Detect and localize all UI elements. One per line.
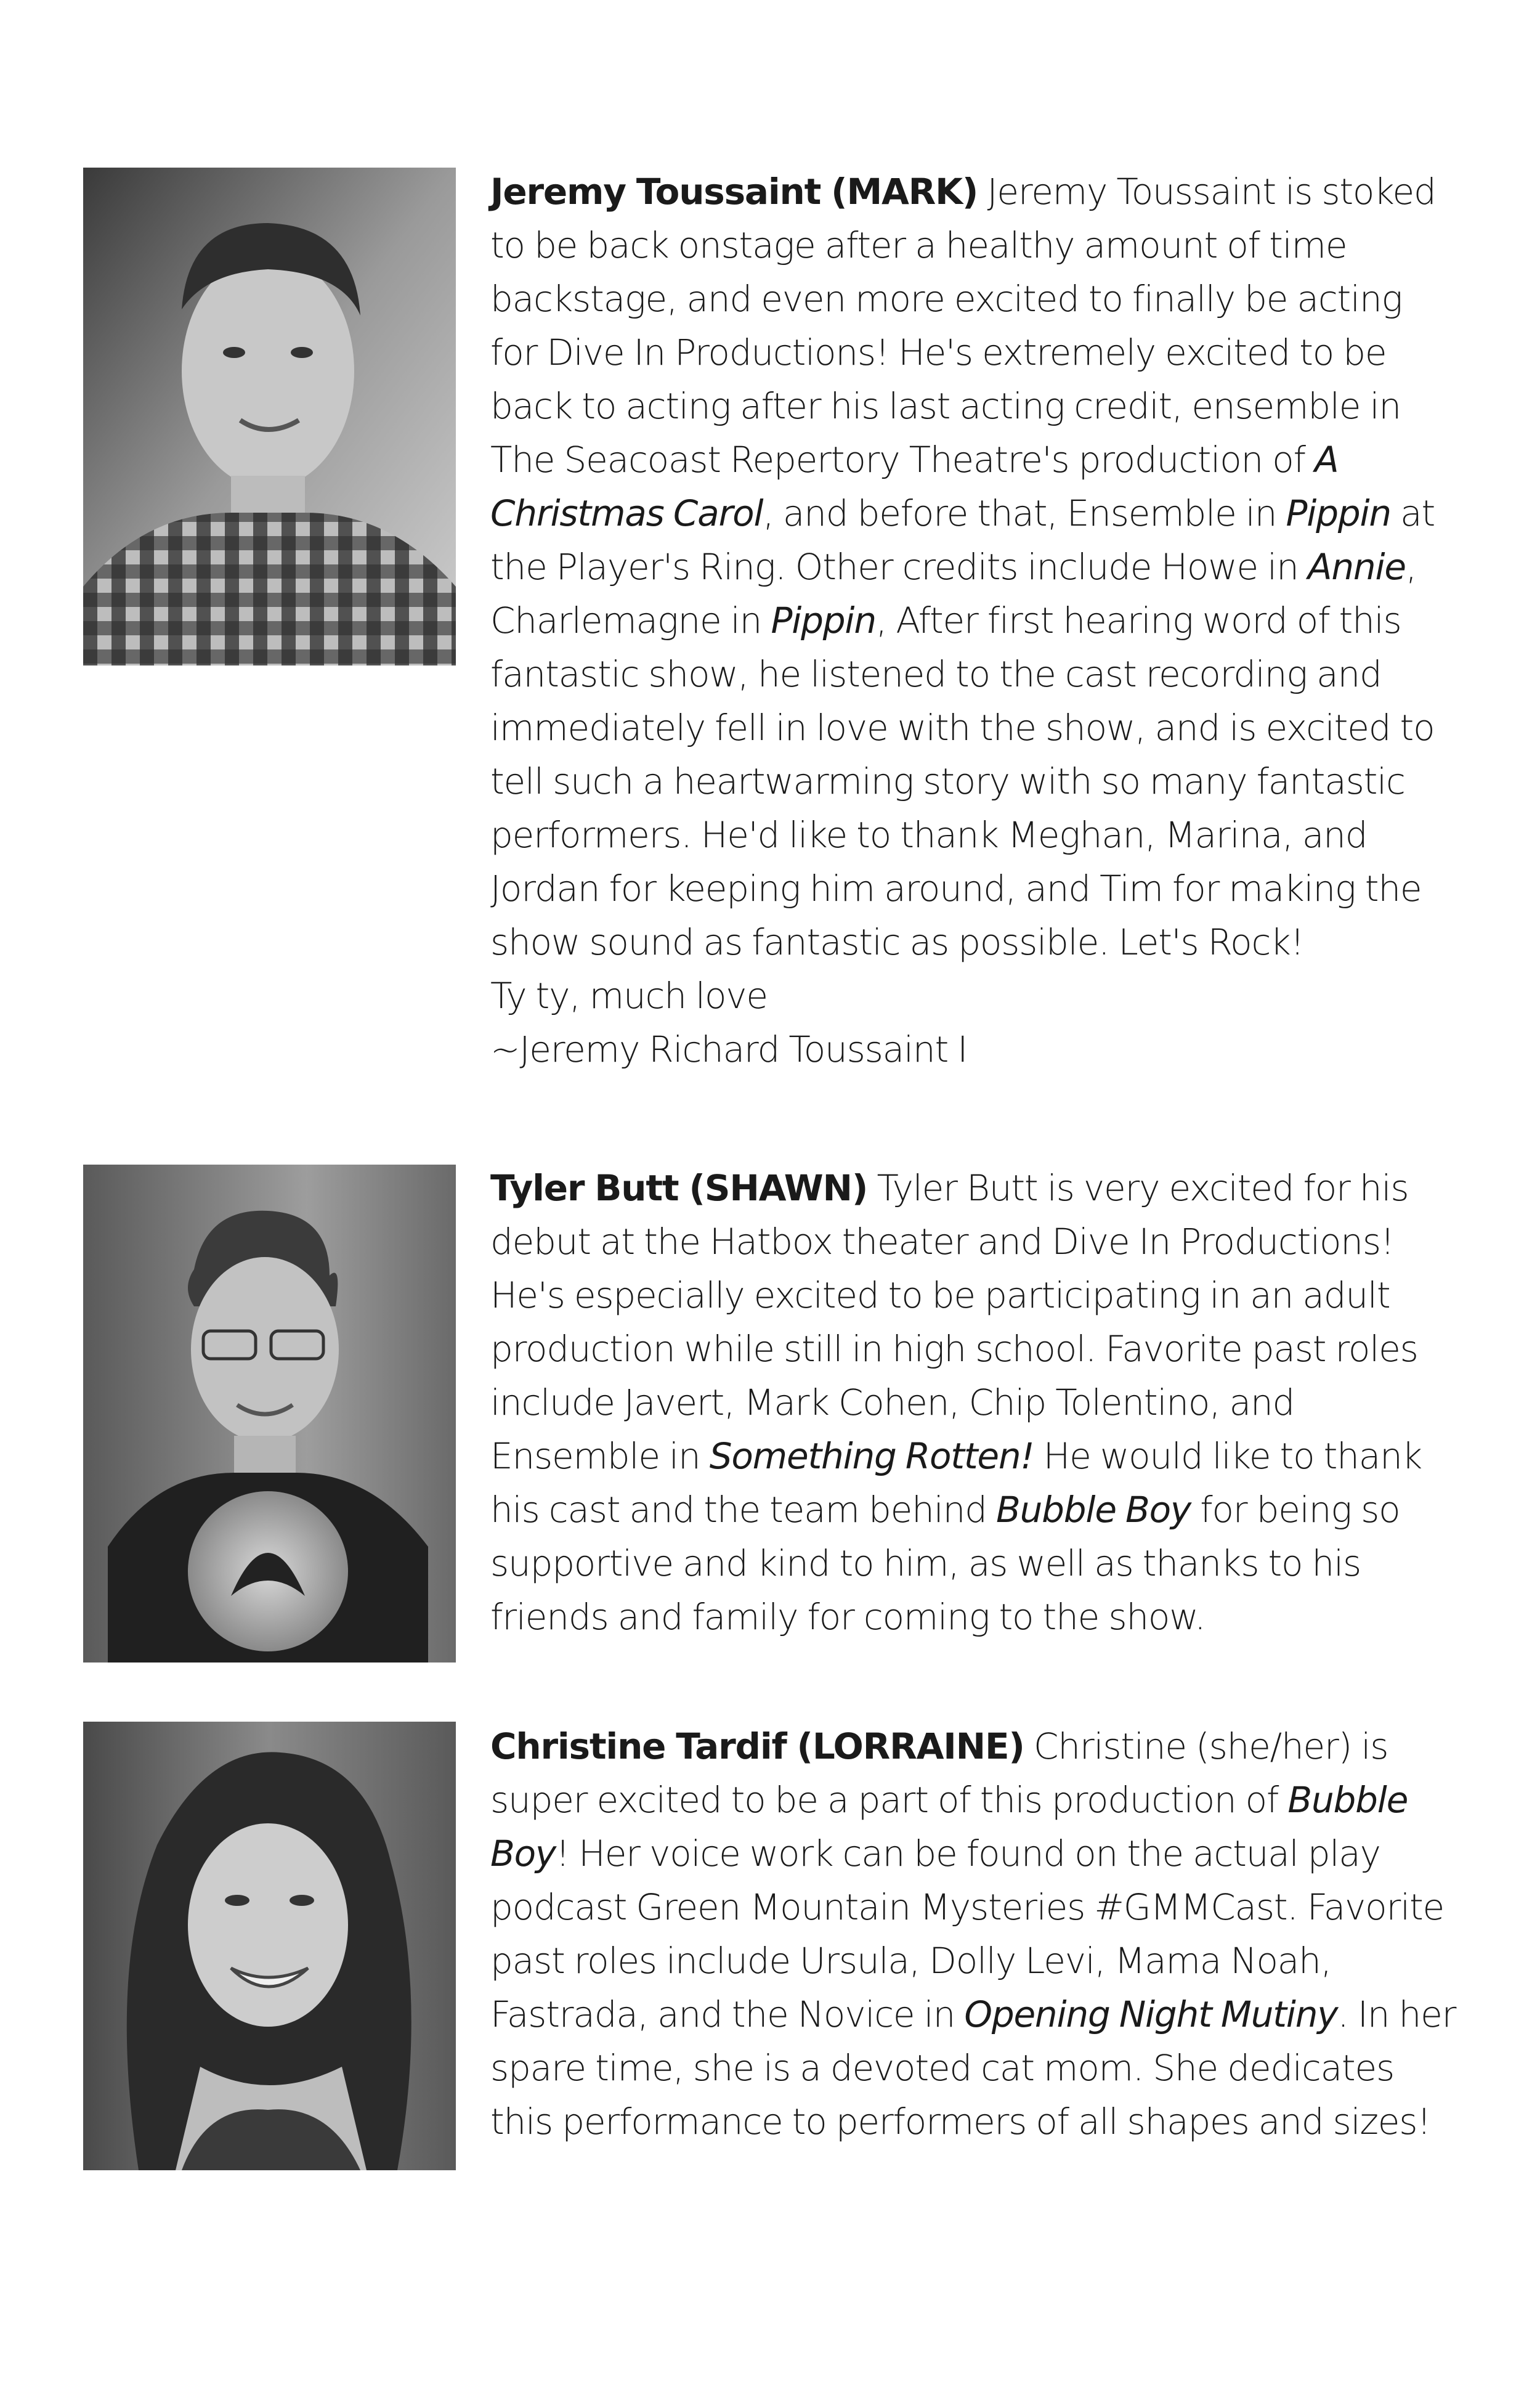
show-title: Pippin xyxy=(771,600,876,641)
headshot-photo-jeremy xyxy=(83,168,456,665)
bio-segment: He would like to thank his cast and the team behind xyxy=(490,1435,1422,1531)
headshot-photo-christine xyxy=(83,1722,456,2170)
actor-name: Jeremy Toussaint (MARK) xyxy=(490,171,978,213)
show-title: Pippin xyxy=(1286,492,1391,534)
bio-segment: ! Her voice work can be found on the actual play podcast Green Mountain Mysteries #GMMCast. Favorite past roles include Ursula, Dolly Levi, Mama Noah, Fastrada, and the Novice in xyxy=(490,1833,1445,2035)
bio-text xyxy=(490,165,1457,1076)
bio-segment: , Charlemagne in xyxy=(490,546,1417,641)
headshot-image xyxy=(83,168,456,665)
bio-text xyxy=(490,1720,1457,2149)
show-title: A Christmas Carol xyxy=(490,439,1339,534)
show-title: Opening Night Mutiny xyxy=(964,1993,1338,2035)
bio-segment: for being so supportive and kind to him, as well as thanks to his friends and family for coming to the show. xyxy=(490,1489,1400,1638)
bio-segment: Tyler Butt is very excited for his debut at the Hatbox theater and Dive In Productions! He's especially excited to be participating in an adult production while still in high school. Favorite past roles include Javert, Mark Cohen, Chip Tolentino, and Ensemble in xyxy=(490,1167,1418,1477)
bio-segment: , After first hearing word of this fantastic show, he listened to the cast recording and immediately fell in love with the show, and is excited to tell such a heartwarming story with so many fantastic performers. He'd like to thank Meghan, Marina, and Jordan for keeping him around, and Tim for making the show sound as fantastic as possible. Let's Rock! xyxy=(490,600,1435,963)
bio-segment: . In her spare time, she is a devoted cat mom. She dedicates this performance to performers of all shapes and sizes! xyxy=(490,1993,1456,2143)
actor-name: Christine Tardif (LORRAINE) xyxy=(490,1725,1024,1767)
show-title: Bubble Boy xyxy=(996,1489,1191,1531)
show-title: Something Rotten! xyxy=(709,1435,1034,1477)
bio-segment: Jeremy Toussaint is stoked to be back onstage after a healthy amount of time backstage, and even more excited to finally be acting for Dive In Productions! He's extremely excited to be back to acting after his last acting credit, ensemble in The Seacoast Repertory Theatre's production of xyxy=(490,171,1436,481)
bio-segment: , and before that, Ensemble in xyxy=(763,492,1286,534)
bio-segment: at the Player's Ring. Other credits include Howe in xyxy=(490,492,1435,588)
headshot-image xyxy=(83,1722,456,2170)
bio-segment: Christine (she/her) is super excited to be a part of this production of xyxy=(490,1725,1388,1821)
show-title: Bubble Boy xyxy=(490,1779,1408,1874)
headshot-image xyxy=(83,1165,456,1663)
bio-text xyxy=(490,1162,1457,1644)
signoff-signature: ~Jeremy Richard Toussaint I xyxy=(490,1028,968,1070)
headshot-photo-tyler xyxy=(83,1165,456,1663)
signoff-line: Ty ty, much love xyxy=(490,975,768,1017)
actor-name: Tyler Butt (SHAWN) xyxy=(490,1167,868,1209)
show-title: Annie xyxy=(1307,546,1406,588)
